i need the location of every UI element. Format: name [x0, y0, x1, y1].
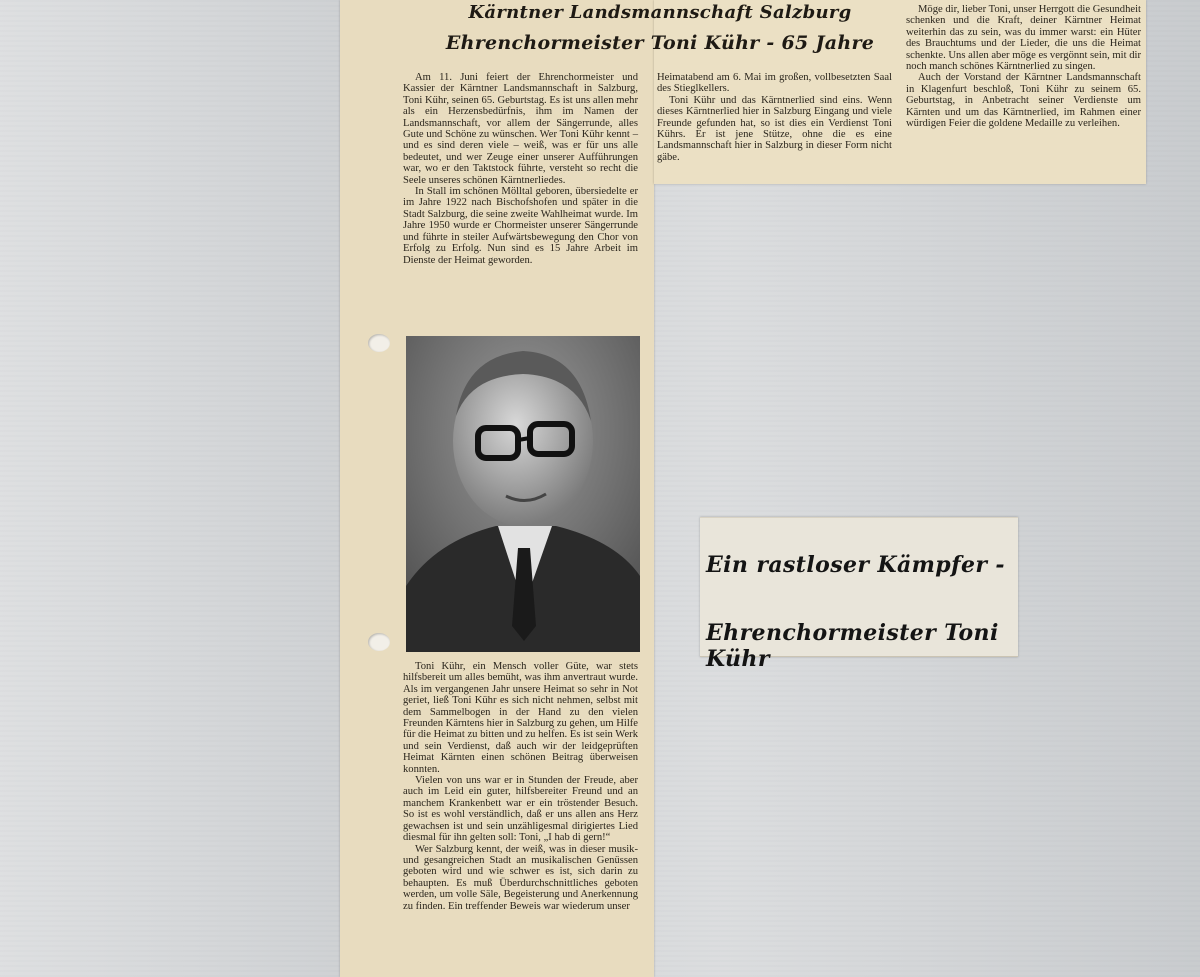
article-column-1-top [403, 72, 638, 266]
portrait-photo [406, 336, 640, 652]
punch-hole-bottom [368, 633, 390, 651]
article-column-1-bottom [403, 661, 638, 912]
paragraph: Am 11. Juni feiert der Ehrenchormeister und Kassier der Kärntner Landsmannschaft in Salzburg, Toni Kühr, seinen 65. Geburtstag. Es ist uns allen mehr als ein Herzensbedürfnis, ihm im Namen der Landsmannschaft, vor allem der Sängerrunde, alles Gute und Schöne zu wünschen. Wer Toni Kühr kennt – und es sind deren viele – weiß, was er für uns alle bedeutet, und wer Zeuge einer unserer Aufführungen war, wo er den Taktstock führte, versteht so recht die Seele unseres schönen Kärntnerliedes. [403, 72, 638, 186]
label-line-2: Ehrenchormeister Toni Kühr [706, 620, 999, 672]
title-label-strip [700, 517, 1018, 672]
paragraph: In Stall im schönen Mölltal geboren, übersiedelte er im Jahre 1922 nach Bischofshofen und später in die Stadt Salzburg, die seine zweite Wahlheimat wurde. Im Jahre 1950 wurde er Chormeister unserer Sängerrunde und führte in steiler Aufwärtsbewegung den Chor von Erfolg zu Erfolg. Nun sind es 15 Jahre Arbeit im Dienste der Heimat geworden. [403, 186, 638, 266]
punch-hole-top [368, 334, 390, 352]
article-column-3 [906, 4, 1141, 129]
paragraph: Heimatabend am 6. Mai im großen, vollbesetzten Saal des Stieglkellers. [657, 72, 892, 95]
paragraph: Toni Kühr, ein Mensch voller Güte, war stets hilfsbereit um alles bemüht, was ihm anvertraut wurde. Als im vergangenen Jahr unsere Heimat so sehr in Not geriet, ließ Toni Kühr es sich nicht nehmen, selbst mit dem Sammelbogen in der Hand zu den vielen Freunden Kärntens hier in Salzburg zu gehen, um Hilfe für die Heimat zu bitten und zu helfen. Es ist sein Werk und sein Verdienst, daß auch wir der leidgeprüften Heimat Kärnten einen schönen Beitrag überweisen konnten. [403, 661, 638, 775]
paragraph: Vielen von uns war er in Stunden der Freude, aber auch im Leid ein guter, hilfsbereiter Freund und an manchem Krankenbett war er ein tröstender Besuch. So ist es wohl verständlich, daß er uns allen ans Herz gewachsen ist und sein unzähligesmal dirigiertes Lied diesmal für ihn gelten soll: Toni, „I hab di gern!“ [403, 775, 638, 844]
paragraph: Wer Salzburg kennt, der weiß, was in dieser musik- und gesangreichen Stadt an musikalischen Genüssen geboten wird und wie schwer es ist, sich darin zu behaupten. Es muß Überdurchschnittliches geboten werden, um volle Säle, Begeisterung und Anerkennung zu finden. Ein treffender Beweis war wiederum unser [403, 843, 638, 912]
article-column-2 [657, 72, 892, 163]
headline-line-1: Kärntner Landsmannschaft Salzburg [468, 2, 852, 23]
paragraph: Toni Kühr und das Kärntnerlied sind eins. Wenn dieses Kärntnerlied hier in Salzburg Eingang und viele Freunde gefunden hat, so ist dies ein Verdienst Toni Kührs. Er ist jene Stütze, ohne die es eine Landsmannschaft hier in Salzburg in dieser Form nicht gäbe. [657, 94, 892, 163]
headline-line-2: Ehrenchormeister Toni Kühr - 65 Jahre [445, 32, 875, 54]
portrait-image [406, 336, 640, 652]
paragraph: Auch der Vorstand der Kärntner Landsmannschaft in Klagenfurt beschloß, Toni Kühr zu seinem 65. Geburtstag, in Anbetracht seiner Verdienste um Kärnten und um das Kärntnerlied, im Rahmen einer würdigen Feier die goldene Medaille zu verleihen. [906, 72, 1141, 130]
paragraph: Möge dir, lieber Toni, unser Herrgott die Gesundheit schenken und die Kraft, deiner Kärntner Heimat weiterhin das zu sein, was du immer warst: ein Hüter des Brauchtums und der Lieder, die uns die Heimat schenkte. Uns allen aber möge es vergönnt sein, mit dir noch manch schönes Kärntnerlied zu singen. [906, 4, 1141, 73]
article-headline [340, 0, 980, 60]
label-line-1: Ein rastloser Kämpfer - [706, 552, 1005, 578]
